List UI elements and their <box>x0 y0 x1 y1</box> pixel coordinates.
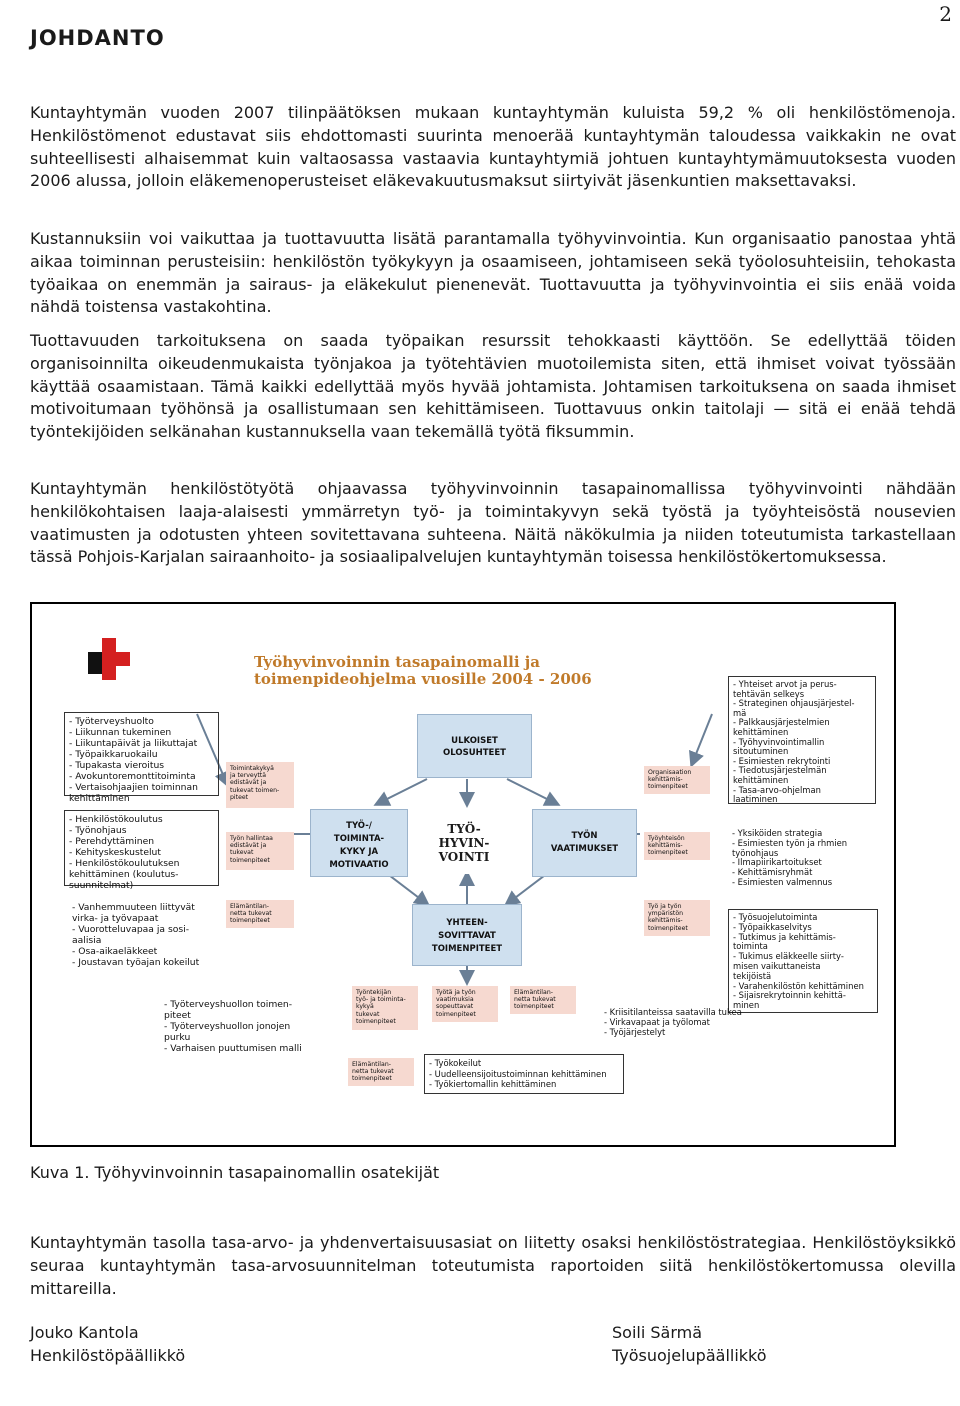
figure-caption: Kuva 1. Työhyvinvoinnin tasapainomallin osatekijät <box>30 1163 440 1182</box>
note-bottom-2: Työtä ja työn vaatimuksia sopeuttavat toimenpiteet <box>432 986 498 1022</box>
signature-right-name: Soili Särmä <box>612 1323 703 1342</box>
signature-left <box>30 1321 185 1367</box>
core-yhteensovittavat: YHTEEN- SOVITTAVAT TOIMENPITEET <box>412 904 522 966</box>
section-heading: JOHDANTO <box>30 26 165 50</box>
note-left-3: Elämäntilan- netta tukevat toimenpiteet <box>226 900 294 928</box>
diagram-title-line-2: toimenpideohjelma vuosille 2004 - 2006 <box>254 670 592 688</box>
signature-left-name: Jouko Kantola <box>30 1323 139 1342</box>
signature-right <box>612 1321 767 1367</box>
core-center-tyohyvinvointi: TYÖ- HYVIN- VOINTI <box>420 812 508 874</box>
paragraph-4: Kuntayhtymän henkilöstötyötä ohjaavassa työhyvinvoinnin tasapainomallissa työhyvinvointi nähdään henkilökohtaisen laaja-alaisesti ymmärretyn työ- ja toimintakyvyn sekä työstä ja työyhteisöstä nousevien vaatimusten ja odotusten yhteen sovitettavana suhteena. Näitä näkökulmia ja niiden toteutumista tarkastellaan tässä Pohjois-Karjalan sairaanhoito- ja sosiaalipalvelujen kuntayhtymän toisessa henkilöstökertomuksessa. <box>30 479 956 567</box>
note-bottom-3: Elämäntilan- netta tukevat toimenpiteet <box>510 986 576 1014</box>
page-number: 2 <box>939 2 952 26</box>
left-list-2: - Henkilöstökoulutus - Työnohjaus - Perehdyttäminen - Kehityskeskustelut - Henkilöstökoulutuksen kehittäminen (koulutus- suunnitelmat) <box>64 810 219 886</box>
signature-right-title: Työsuojelupäällikkö <box>612 1346 767 1365</box>
note-bottom-1: Työntekijän työ- ja toiminta- kykyä tukevat toimenpiteet <box>352 986 418 1030</box>
note-bottom-4: Elämäntilan- netta tukevat toimenpiteet <box>348 1058 414 1086</box>
core-tyon-vaatimukset: TYÖN VAATIMUKSET <box>532 809 637 877</box>
bottom-list: - Työkokeilut - Uudelleensijoitustoiminnan kehittäminen - Työkiertomallin kehittäminen <box>424 1054 624 1094</box>
diagram-title <box>254 654 674 688</box>
left-list-3: - Vanhemmuuteen liittyvät virka- ja työvapaat - Vuorotteluvapaa ja sosi- aalisia - Osa-aikaeläkkeet - Joustavan työajan kokeilut <box>72 902 200 968</box>
note-left-1: Toimintakykyä ja terveyttä edistävät ja tukevat toimen- piteet <box>226 762 294 808</box>
right-list-1: - Yhteiset arvot ja perus- tehtävän selkeys - Strateginen ohjausjärjestel- mä - Palkkausjärjestelmien kehittäminen - Työhyvinvointimallin sitoutuminen - Esimiesten rekrytointi - Tiedotusjärjestelmän kehittäminen - Tasa-arvo-ohjelman laatiminen <box>728 676 876 804</box>
note-right-3: Työ ja työn ympäristön kehittämis- toimenpiteet <box>644 900 710 936</box>
paragraph-5: Kuntayhtymän tasolla tasa-arvo- ja yhdenvertaisuusasiat on liitetty osaksi henkilöstöstrategiaa. Henkilöstöyksikkö seuraa kuntayhtymän tasa-arvosuunnitelman toteutumista raportoiden siitä henkilöstökertomussa olevilla mittareilla. <box>30 1233 956 1298</box>
figure-balance-model <box>30 602 896 1147</box>
left-list-4: - Työterveyshuollon toimen- piteet - Työterveyshuollon jonojen purku - Varhaisen puuttumisen malli <box>164 999 302 1054</box>
core-ulkoiset: ULKOISET OLOSUHTEET <box>417 714 532 778</box>
paragraph-1: Kuntayhtymän vuoden 2007 tilinpäätöksen mukaan kuntayhtymän kuluista 59,2 % oli henkilöstömenoja. Henkilöstömenot edustavat siis ehdottomasti suurinta menoerää kuntayhtymän taloudessa vaikkakin ne ovat suhteellisesti alhaisemmat kuin valtaosassa vastaavia kuntayhtymiä johtuen kuntayhtymämuutoksesta vuoden 2006 alussa, jolloin eläkemenoperusteiset eläkevakuutusmaksut siirtyivät jäsenkuntien maksettavaksi. <box>30 103 956 191</box>
paragraph-2: Kustannuksiin voi vaikuttaa ja tuottavuutta lisätä parantamalla työhyvinvointia. Kun organisaatio panostaa yhtä aikaa toiminnan perusteisiin: henkilöstön työkykyyn ja osaamiseen, johtamiseen sekä työolosuhteisiin, tehokasta työaikaa on enemmän ja sairaus- ja eläkekulut pienenevät. Tuottavuutta ja työhyvinvointia ei siis enää voida nähdä toistensa vastakohtina. <box>30 229 956 317</box>
note-left-2: Työn hallintaa edistävät ja tukevat toimenpiteet <box>226 832 294 870</box>
left-list-1: - Työterveyshuolto - Liikunnan tukeminen - Liikuntapäivät ja liikuttajat - Työpaikkaruokailu - Tupakasta vieroitus - Avokuntoremonttitoiminta - Vertaisohjaajien toiminnan kehittäminen <box>64 712 219 796</box>
core-tyo-toimintakyky: TYÖ-/ TOIMINTA- KYKY JA MOTIVAATIO <box>310 809 408 877</box>
paragraph-3: Tuottavuuden tarkoituksena on saada työpaikan resurssit tehokkaasti käyttöön. Se edellyttää töiden organisoinnilta oikeudenmukaista työnjakoa ja työtehtävien muotoilemista siten, että ihmiset voivat työssään käyttää osaamistaan. Tämä kaikki edellyttää myös hyvää johtamista. Johtamisen tarkoituksena on saada ihmiset motivoitumaan työhönsä ja osallistumaan sen kehittämiseen. Tuottavuus onkin taitolaji — sitä ei enää tehdä työntekijöiden selkänahan kustannuksella vaan tekemällä työtä fiksummin. <box>30 331 956 442</box>
right-list-2: - Yksiköiden strategia - Esimiesten työn ja rhmien työnohjaus - Ilmapiirikartoitukset - Kehittämisryhmät - Esimiesten valmennus <box>732 828 848 887</box>
note-right-1: Organisaation kehittämis- toimenpiteet <box>644 766 710 794</box>
note-right-2: Työyhteisön kehittämis- toimenpiteet <box>644 832 710 860</box>
right-list-4: - Kriisitilanteissa saatavilla tukea - Virkavapaat ja työlomat - Työjärjestelyt <box>604 1007 742 1037</box>
logo-cross-icon <box>80 634 140 689</box>
diagram-title-line-1: Työhyvinvoinnin tasapainomalli ja <box>254 653 540 671</box>
signature-left-title: Henkilöstöpäällikkö <box>30 1346 186 1365</box>
right-list-3: - Työsuojelutoiminta - Työpaikkaselvitys - Tutkimus ja kehittämis- toiminta - Tukimus eläkkeelle siirty- misen vaikuttaneista tekijöistä - Varahenkilöstön kehittäminen - Sijaisrekrytoinnin kehittä- minen <box>728 909 878 1013</box>
